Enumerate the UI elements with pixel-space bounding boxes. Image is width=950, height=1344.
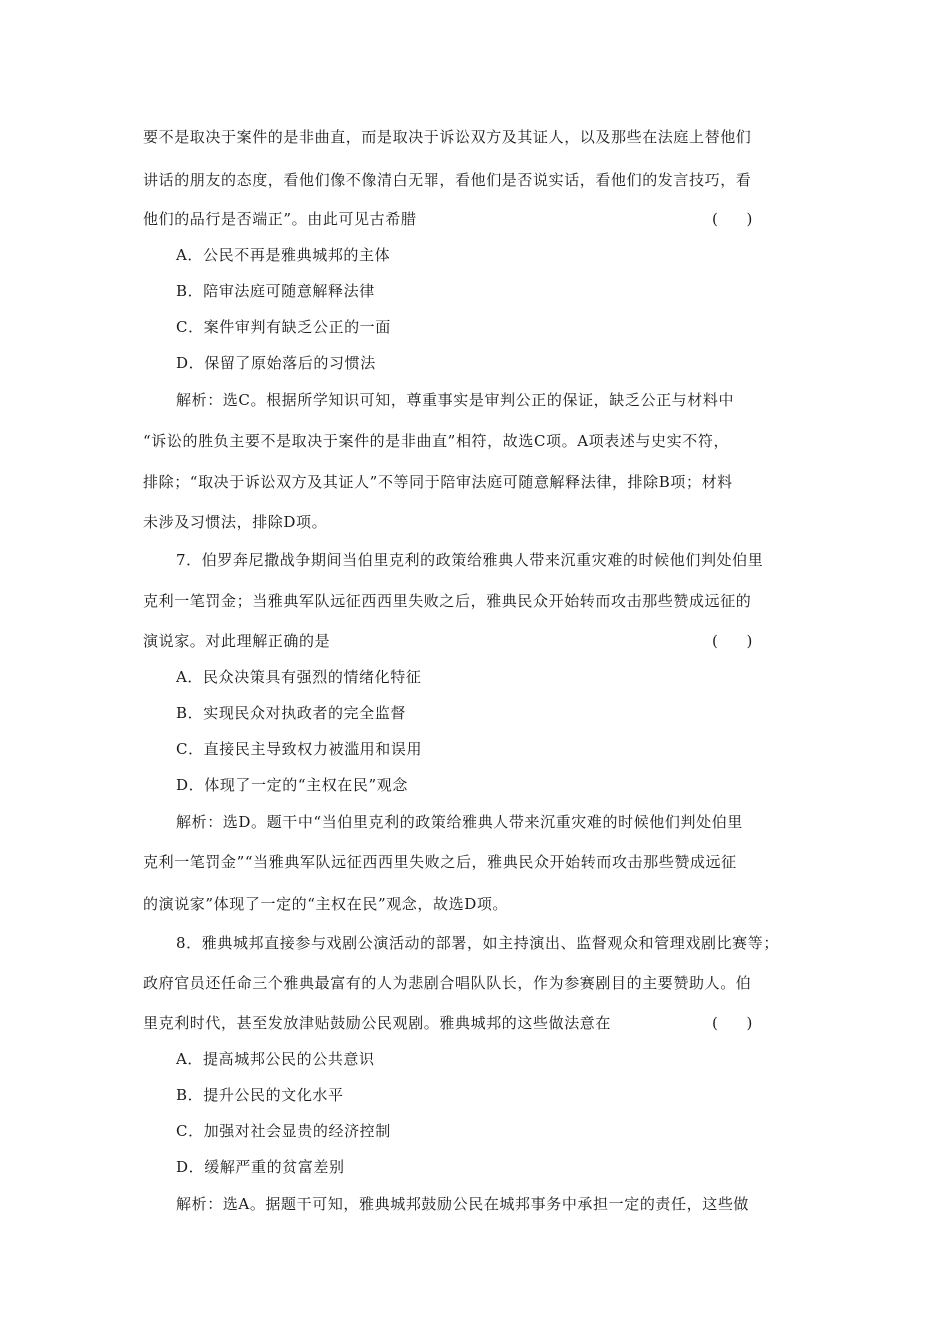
q7-option-c: C．直接民主导致权力被滥用和误用 <box>176 740 423 758</box>
q6-option-d: D．保留了原始落后的习惯法 <box>176 354 376 372</box>
q7-answer-paren: ( ) <box>712 632 753 650</box>
q6-analysis-line-4: 未涉及习惯法，排除D项。 <box>143 513 328 531</box>
q7-analysis-line-2: 克利一笔罚金”“当雅典军队远征西西里失败之后，雅典民众开始转而攻击那些赞成远征 <box>143 853 737 871</box>
q8-answer-paren: ( ) <box>712 1014 753 1032</box>
q7-stem-line-2: 克利一笔罚金；当雅典军队远征西西里失败之后，雅典民众开始转而攻击那些赞成远征的 <box>143 592 752 610</box>
q6-option-c: C．案件审判有缺乏公正的一面 <box>176 318 391 336</box>
q6-option-a: A．公民不再是雅典城邦的主体 <box>176 246 391 264</box>
q8-analysis-line-1: 解析：选A。据题干可知，雅典城邦鼓励公民在城邦事务中承担一定的责任，这些做 <box>176 1195 750 1213</box>
q7-stem-line-1: 7．伯罗奔尼撒战争期间当伯里克利的政策给雅典人带来沉重灾难的时候他们判处伯里 <box>176 551 764 569</box>
q7-analysis-line-3: 的演说家”体现了一定的“主权在民”观念，故选D项。 <box>143 895 509 913</box>
q7-option-b: B．实现民众对执政者的完全监督 <box>176 704 407 722</box>
q6-stem-line-2: 讲话的朋友的态度，看他们像不像清白无罪，看他们是否说实话，看他们的发言技巧，看 <box>143 171 752 189</box>
q6-option-b: B．陪审法庭可随意解释法律 <box>176 282 375 300</box>
q7-option-a: A．民众决策具有强烈的情绪化特征 <box>176 668 422 686</box>
q8-option-c: C．加强对社会显贵的经济控制 <box>176 1122 391 1140</box>
q8-stem-line-2: 政府官员还任命三个雅典最富有的人为悲剧合唱队队长，作为参赛剧目的主要赞助人。伯 <box>143 974 752 992</box>
q6-answer-paren: ( ) <box>712 210 753 228</box>
q6-analysis-line-1: 解析：选C。根据所学知识可知，尊重事实是审判公正的保证，缺乏公正与材料中 <box>176 391 735 409</box>
q8-option-a: A．提高城邦公民的公共意识 <box>176 1050 375 1068</box>
q8-stem-line-3: 里克利时代，甚至发放津贴鼓励公民观剧。雅典城邦的这些做法意在 <box>143 1014 612 1032</box>
q6-stem-line-1: 要不是取决于案件的是非曲直，而是取决于诉讼双方及其证人，以及那些在法庭上替他们 <box>143 128 752 146</box>
q6-analysis-line-2: “诉讼的胜负主要不是取决于案件的是非曲直”相符，故选C项。A项表述与史实不符， <box>143 432 730 450</box>
q6-stem-line-3: 他们的品行是否端正”。由此可见古希腊 <box>143 210 417 228</box>
q8-stem-line-1: 8．雅典城邦直接参与戏剧公演活动的部署，如主持演出、监督观众和管理戏剧比赛等； <box>176 934 779 952</box>
q8-option-d: D．缓解严重的贫富差别 <box>176 1158 345 1176</box>
q6-analysis-line-3: 排除；“取决于诉讼双方及其证人”不等同于陪审法庭可随意解释法律，排除B项；材料 <box>143 473 733 491</box>
q7-analysis-line-1: 解析：选D。题干中“当伯里克利的政策给雅典人带来沉重灾难的时候他们判处伯里 <box>176 813 743 831</box>
q7-option-d: D．体现了一定的“主权在民”观念 <box>176 776 408 794</box>
q8-option-b: B．提升公民的文化水平 <box>176 1086 344 1104</box>
q7-stem-line-3: 演说家。对此理解正确的是 <box>143 632 331 650</box>
